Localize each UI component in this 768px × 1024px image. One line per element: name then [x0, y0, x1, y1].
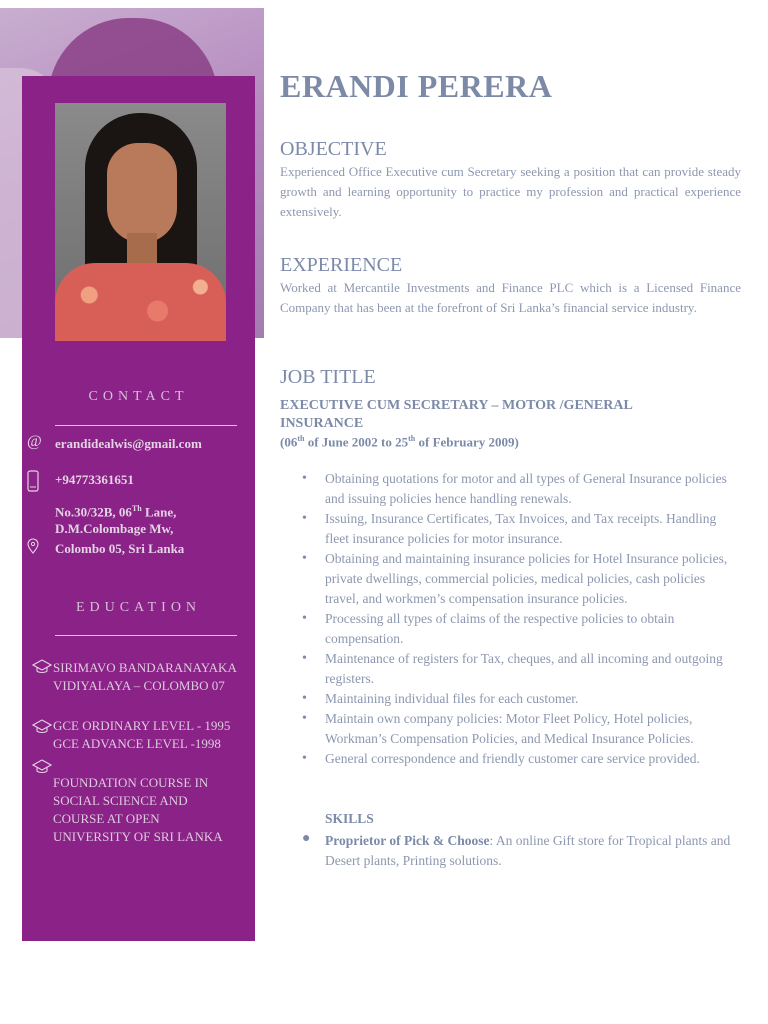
contact-heading: CONTACT [88, 389, 189, 404]
address-line-1-sup: Th [131, 504, 142, 513]
duty-item: • General correspondence and friendly customer care service provided. [325, 749, 741, 769]
at-icon: @ [27, 433, 42, 450]
sidebar [22, 76, 255, 941]
photo-shirt [55, 263, 226, 341]
education-entry-3 [53, 774, 253, 846]
duty-item: • Maintenance of registers for Tax, cheques, and all incoming and outgoing registers. [325, 649, 741, 689]
dates-sup-1: th [297, 434, 305, 443]
edu3-line2: SOCIAL SCIENCE AND [53, 793, 188, 808]
skills-item [325, 831, 735, 871]
education-heading: EDUCATION [75, 600, 202, 615]
edu1-line1: SIRIMAVO BANDARANAYAKA [53, 660, 237, 675]
experience-heading: EXPERIENCE [280, 254, 403, 276]
education-divider [55, 635, 237, 636]
job-dates [280, 434, 519, 450]
duty-item: • Processing all types of claims of the respective policies to obtain compensation. [325, 609, 741, 649]
dates-mid: of June 2002 to 25 [304, 434, 409, 450]
duty-item: • Issuing, Insurance Certificates, Tax Invoices, and Tax receipts. Handling fleet insurance policies for motor insurance. [325, 509, 741, 549]
email-text[interactable]: erandidealwis@gmail.com [55, 436, 202, 451]
address-line-1-pre: No.30/32B, 06 [55, 504, 132, 520]
dates-pre: (06 [280, 434, 298, 450]
photo-face [107, 143, 177, 243]
phone-text[interactable]: +94773361651 [55, 472, 134, 487]
duty-item: • Maintain own company policies: Motor Fleet Policy, Hotel policies, Workman’s Compensation Policies, and Medical Insurance Policies. [325, 709, 741, 749]
candidate-name: ERANDI PERERA [280, 68, 553, 104]
duty-item: • Maintaining individual files for each customer. [325, 689, 741, 709]
duties-list [280, 469, 741, 769]
profile-photo [55, 103, 226, 341]
graduation-cap-icon [32, 659, 52, 680]
contact-divider [55, 425, 237, 426]
phone-icon [27, 470, 39, 497]
objective-text: Experienced Office Executive cum Secretary seeking a position that can provide steady growth and learning opportunity to practice my profession and practical experience extensively. [280, 164, 741, 219]
edu2-line2: GCE ADVANCE LEVEL -1998 [53, 736, 221, 751]
skills-bullet: ● [302, 831, 311, 846]
edu3-line1: FOUNDATION COURSE IN [53, 775, 209, 790]
dates-sup-2: th [408, 434, 416, 443]
edu3-line4: UNIVERSITY OF SRI LANKA [53, 829, 223, 844]
dates-post: of February 2009) [415, 434, 519, 450]
location-pin-icon [27, 538, 39, 559]
skills-item-text: : An online Gift store for Tropical plants and Desert plants, Printing solutions. [325, 833, 731, 868]
skills-item-bold: Proprietor of Pick & Choose [325, 833, 490, 848]
education-entry-2 [53, 717, 253, 753]
duty-item: • Obtaining and maintaining insurance policies for Hotel Insurance policies, private dwellings, commercial policies, medical policies, cash policies travel, and workmen’s compensation insurance policies. [325, 549, 741, 609]
edu1-line2: VIDIYALAYA – COLOMBO 07 [53, 678, 225, 693]
skills-heading: SKILLS [325, 811, 374, 826]
graduation-cap-icon [32, 719, 52, 740]
job-title: EXECUTIVE CUM SECRETARY – MOTOR /GENERAL INSURANCE [280, 398, 633, 431]
job-title-heading: JOB TITLE [280, 366, 376, 388]
address-line-2: D.M.Colombage Mw, [55, 521, 174, 536]
duty-item: • Obtaining quotations for motor and all types of General Insurance policies and issuing policies hence handling renewals. [325, 469, 741, 509]
graduation-cap-icon [32, 759, 52, 780]
address-line-1-post: Lane, [141, 504, 177, 520]
address-line-3: Colombo 05, Sri Lanka [55, 541, 185, 556]
edu3-line3: COURSE AT OPEN [53, 811, 160, 826]
experience-text: Worked at Mercantile Investments and Finance PLC which is a Licensed Finance Company that has been at the forefront of Sri Lanka’s financial service industry. [280, 280, 741, 315]
education-entry-1 [53, 659, 253, 695]
objective-heading: OBJECTIVE [280, 138, 387, 160]
edu2-line1: GCE ORDINARY LEVEL - 1995 [53, 718, 231, 733]
